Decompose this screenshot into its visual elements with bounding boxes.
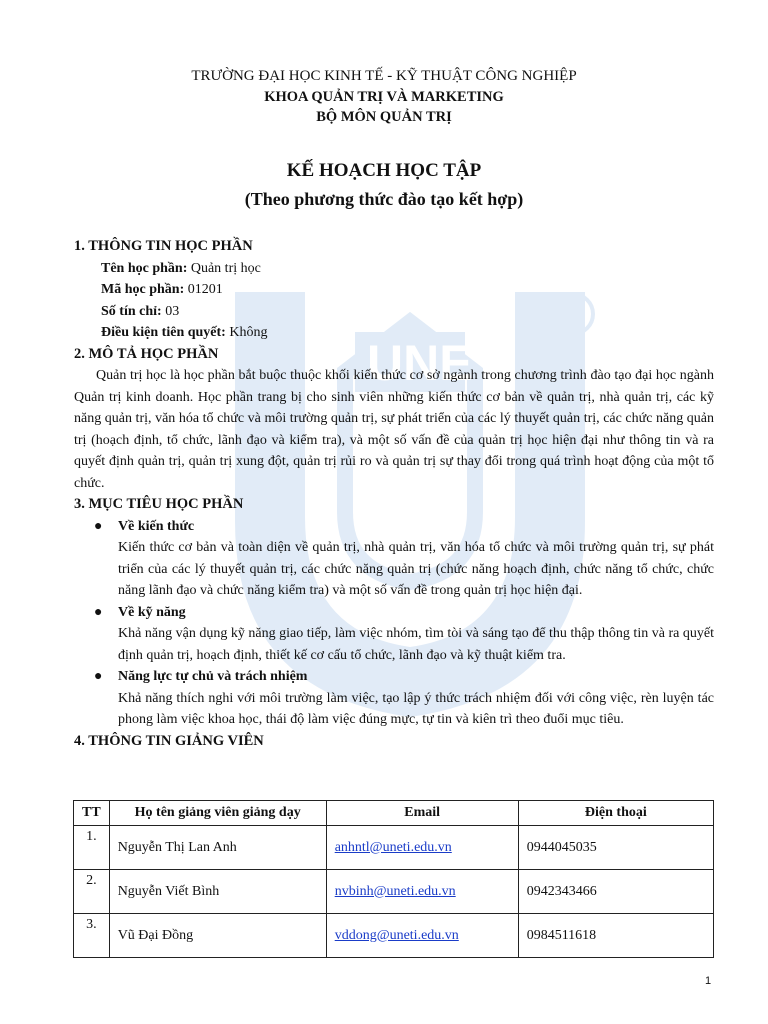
column-header-name: Họ tên giảng viên giảng dạy	[109, 801, 326, 826]
credits-label: Số tín chỉ:	[101, 303, 162, 319]
section3-heading: 3. MỤC TIÊU HỌC PHẦN	[74, 496, 244, 512]
table-header-row	[74, 801, 714, 826]
column-header-tt: TT	[74, 801, 110, 826]
watermark-logo-text: UNETI	[367, 335, 517, 391]
objective-knowledge-title	[74, 516, 714, 538]
lecturer-name: Nguyễn Viết Bình	[109, 870, 326, 914]
bullet-icon: ●	[94, 669, 103, 684]
objective-title: Về kỹ năng	[118, 604, 186, 620]
bullet-icon: ●	[94, 518, 103, 534]
page-number: 1	[705, 975, 712, 987]
objective-knowledge-body: Kiến thức cơ bản và toàn diện về quản trị, nhà quản trị, văn hóa tổ chức và môi trường quản trị, sự phát triển của các lý thuyết quản trị, các chức năng quản trị (chức năng hoạch định, chức năng tổ chức, chức năng lãnh đạo và chức năng kiểm tra) và một số vấn đề trong quản trị học hiện đại.	[118, 540, 714, 598]
objective-skills-body: Khả năng vận dụng kỹ năng giao tiếp, làm việc nhóm, tìm tòi và sáng tạo để thu thập thông tin và ra quyết định quản trị, hoạch định, thiết kế cơ cấu tổ chức, lãnh đạo và kỹ thuật kiểm tra.	[118, 626, 714, 663]
credits-row	[74, 301, 714, 323]
course-code-label: Mã học phần:	[101, 282, 185, 297]
course-name-label: Tên học phần:	[101, 260, 188, 276]
section2-heading: 2. MÔ TẢ HỌC PHẦN	[74, 345, 219, 362]
course-code-row	[74, 279, 714, 301]
credits-value: 03	[161, 303, 180, 319]
lecturer-phone: 0942343466	[518, 870, 713, 914]
lecturer-email-link[interactable]: anhntl@uneti.edu.vn	[326, 826, 518, 870]
title-main: KẾ HOẠCH HỌC TẬP	[286, 160, 482, 181]
svg-text:R: R	[564, 302, 582, 329]
course-name-row	[74, 258, 714, 280]
lecturer-name: Nguyễn Thị Lan Anh	[109, 826, 326, 870]
document-body	[74, 236, 714, 752]
department-name: BỘ MÔN QUẢN TRỊ	[316, 109, 452, 125]
column-header-email: Email	[326, 801, 518, 826]
university-name: TRƯỜNG ĐẠI HỌC KINH TẾ - KỸ THUẬT CÔNG NGHIỆP	[191, 68, 577, 84]
lecturer-email-link[interactable]: nvbinh@uneti.edu.vn	[326, 870, 518, 914]
table-row	[74, 826, 714, 870]
objective-autonomy-body: Khả năng thích nghi với môi trường làm việc, tạo lập ý thức trách nhiệm đối với công việc, rèn luyện tác phong làm việc khoa học, thái độ làm việc đúng mực, tự tin và kiên trì theo đuổi mục tiêu.	[118, 690, 714, 727]
section4-heading: 4. THÔNG TIN GIẢNG VIÊN	[74, 732, 264, 749]
title-sub: (Theo phương thức đào tạo kết hợp)	[244, 189, 524, 209]
section1-heading: 1. THÔNG TIN HỌC PHẦN	[74, 238, 253, 254]
objective-title: Về kiến thức	[118, 518, 195, 534]
table-row	[74, 870, 714, 914]
objective-skills-title	[74, 602, 714, 624]
bullet-icon: ●	[94, 604, 103, 620]
row-number: 3.	[74, 914, 110, 958]
prereq-row	[74, 322, 714, 344]
lecturer-email-link[interactable]: vddong@uneti.edu.vn	[326, 914, 518, 958]
lecturer-phone: 0984511618	[518, 914, 713, 958]
course-description: Quản trị học là học phần bắt buộc thuộc khối kiến thức cơ sở ngành trong chương trình đào tạo đại học ngành Quản trị kinh doanh. Học phần trang bị cho sinh viên những kiến thức cơ bản về quản trị, nhà quản trị, các kỹ năng quản trị, văn hóa tổ chức và môi trường quản trị, sự phát triển của các lý thuyết quản trị, các chức năng quản trị (hoạch định, tổ chức, lãnh đạo và kiểm tra), và một số vấn đề của quản trị học hiện đại như thông tin và ra quyết định quản trị, quản trị xung đột, quản trị rủi ro và quản trị sự thay đổi trong quá trình hoạt động của một tổ chức.	[74, 368, 714, 491]
objective-autonomy-title	[74, 666, 714, 688]
lecturer-table	[73, 800, 714, 958]
objective-title: Năng lực tự chủ và trách nhiệm	[118, 669, 308, 684]
column-header-phone: Điện thoại	[518, 801, 713, 826]
lecturer-phone: 0944045035	[518, 826, 713, 870]
prereq-value: Không	[225, 325, 268, 340]
course-name-value: Quản trị học	[187, 260, 261, 276]
document-header	[0, 66, 768, 127]
lecturer-name: Vũ Đại Đồng	[109, 914, 326, 958]
faculty-name: KHOA QUẢN TRỊ VÀ MARKETING	[264, 89, 504, 105]
row-number: 1.	[74, 826, 110, 870]
course-code-value: 01201	[184, 282, 223, 297]
table-row	[74, 914, 714, 958]
document-title	[0, 157, 768, 213]
prereq-label: Điều kiện tiên quyết:	[101, 325, 226, 340]
row-number: 2.	[74, 870, 110, 914]
